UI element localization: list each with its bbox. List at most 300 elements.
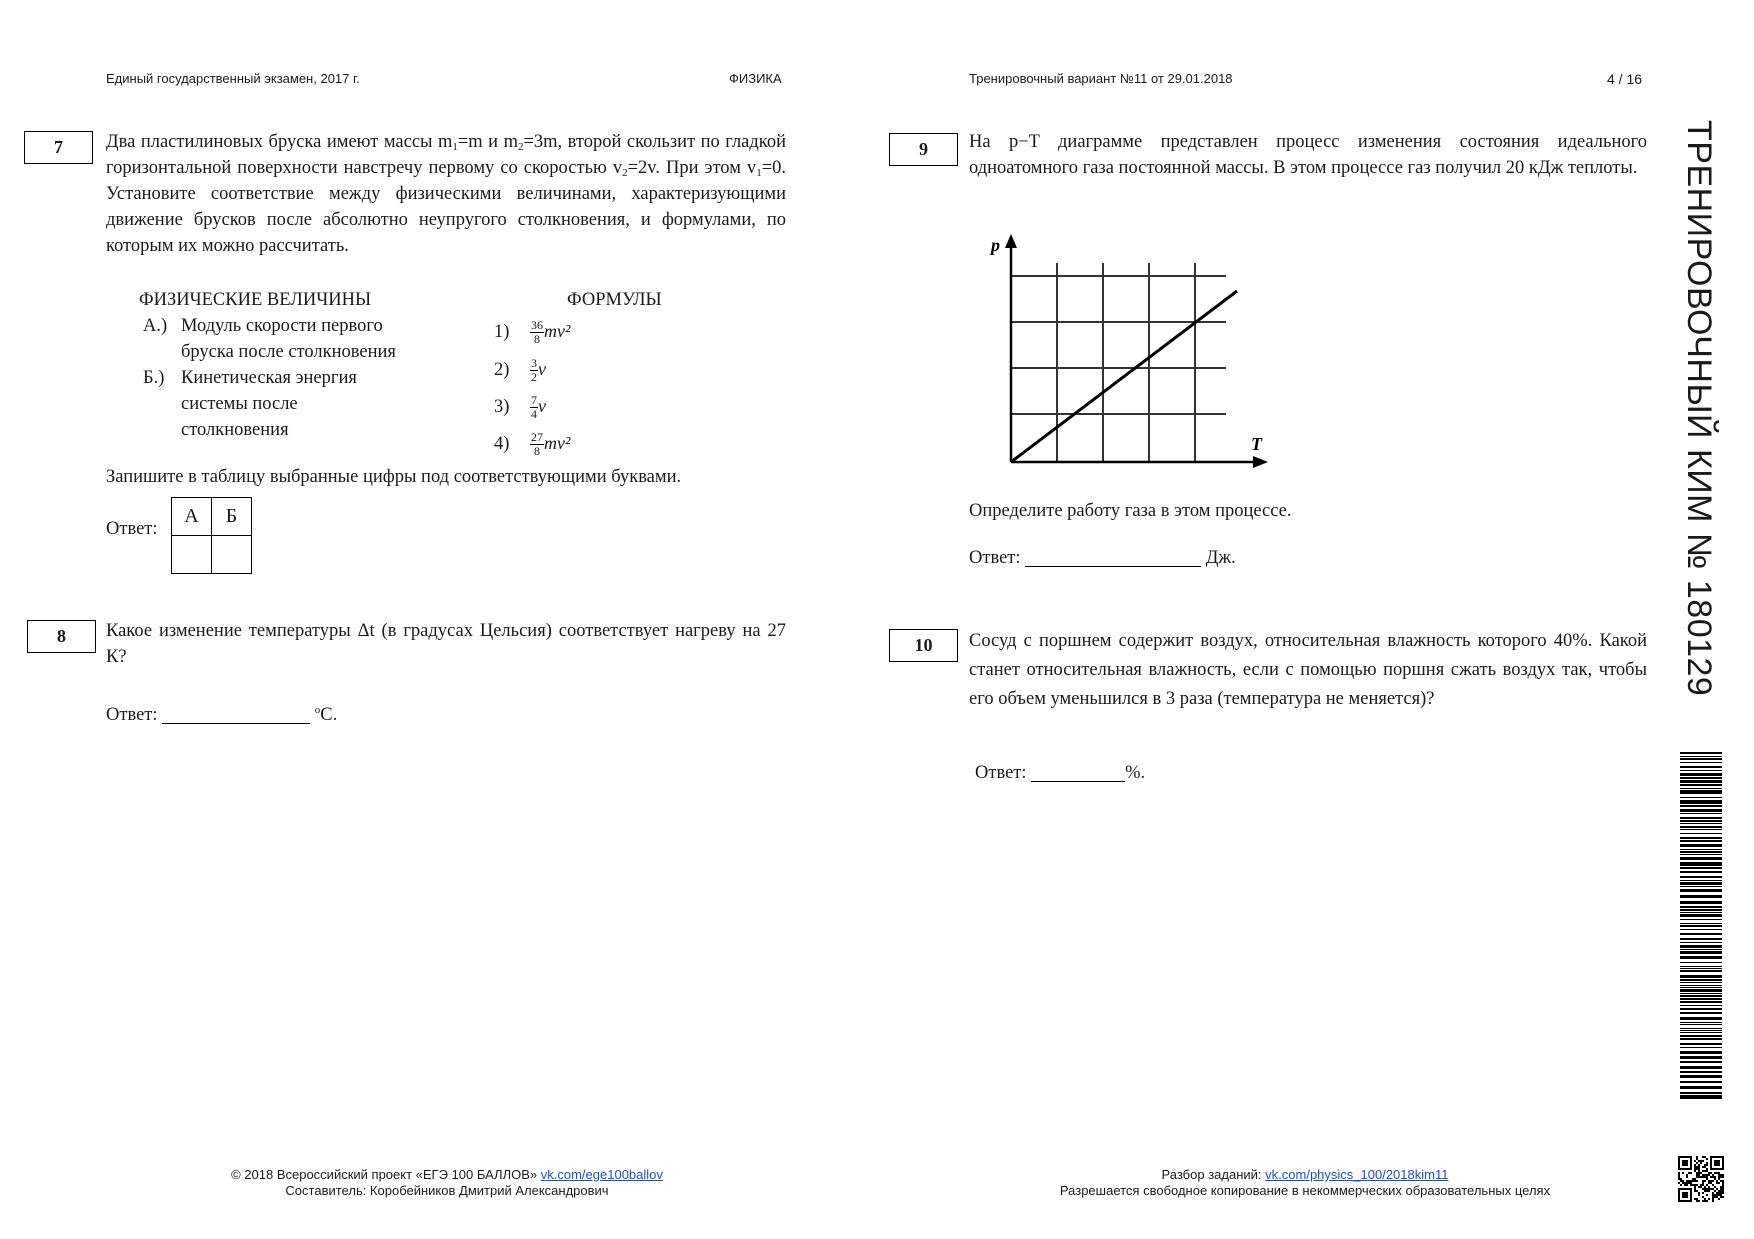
side-title: ТРЕНИРОВОЧНЫЙ КИМ № 180129 <box>1680 120 1718 697</box>
qr-module <box>1690 1196 1692 1198</box>
qr-module <box>1712 1196 1714 1198</box>
qr-module <box>1694 1164 1696 1166</box>
qr-module <box>1682 1192 1684 1194</box>
qr-module <box>1696 1174 1698 1176</box>
formula-2-expression: v <box>538 359 546 379</box>
qr-module <box>1718 1164 1720 1166</box>
formula-1-number: 1) <box>494 322 510 342</box>
formula-1-expression: mv² <box>544 321 571 341</box>
qr-module <box>1716 1172 1718 1174</box>
barcode-bar <box>1680 979 1722 981</box>
process-line <box>1011 291 1237 462</box>
qr-module <box>1686 1182 1688 1184</box>
degree-mark: o <box>314 704 321 716</box>
qr-code <box>1678 1156 1724 1202</box>
question-8-answer-label: Ответ: <box>106 705 158 726</box>
question-9-unit: Дж. <box>1205 548 1236 568</box>
qr-module <box>1706 1174 1708 1176</box>
qr-module <box>1712 1200 1714 1202</box>
answer-col-a-header: А <box>172 498 212 536</box>
barcode-bar <box>1680 1075 1722 1078</box>
qr-module <box>1678 1166 1680 1168</box>
qr-module <box>1706 1158 1708 1160</box>
qr-module <box>1704 1198 1706 1200</box>
qr-module <box>1706 1190 1708 1192</box>
qr-module <box>1686 1176 1688 1178</box>
formula-4-expression: mv² <box>544 433 571 453</box>
barcode-bar <box>1680 854 1722 855</box>
qr-module <box>1684 1184 1686 1186</box>
barcode-bar <box>1680 995 1722 997</box>
qr-module <box>1686 1184 1688 1186</box>
project-link[interactable]: vk.com/ege100ballov <box>540 1167 663 1182</box>
qr-module <box>1678 1190 1680 1192</box>
qr-module <box>1694 1168 1696 1170</box>
qr-module <box>1722 1184 1724 1186</box>
qr-module <box>1684 1164 1686 1166</box>
barcode-bar <box>1680 982 1722 983</box>
qr-module <box>1696 1176 1698 1178</box>
qr-module <box>1704 1166 1706 1168</box>
barcode-bar <box>1680 805 1722 807</box>
formula-2-number: 2) <box>494 360 510 380</box>
qr-module <box>1718 1190 1720 1192</box>
formula-3-expression: v <box>538 396 546 416</box>
barcode-bar <box>1680 938 1722 940</box>
qr-module <box>1718 1176 1720 1178</box>
qr-module <box>1700 1176 1702 1178</box>
qr-module <box>1710 1176 1712 1178</box>
qr-module <box>1714 1164 1716 1166</box>
barcode-bar <box>1680 851 1722 853</box>
qr-module <box>1688 1200 1690 1202</box>
qr-module <box>1722 1162 1724 1164</box>
qr-module <box>1702 1184 1704 1186</box>
qr-module <box>1714 1162 1716 1164</box>
qr-module <box>1688 1156 1690 1158</box>
barcode-bar <box>1680 773 1722 776</box>
qr-module <box>1718 1160 1720 1162</box>
barcode-bar <box>1680 849 1722 850</box>
qr-module <box>1690 1200 1692 1202</box>
question-7-text: Два пластилиновых бруска имеют массы $m_1=m$ и $m_2=3m$, второй скользит по гладкой горизонтальной поверхности навстречу первому со скоростью $v_2=2v$. При этом $v_1=0$. Установите соответствие между физическими величинами, характеризующими движение брусков после абсолютно неупругого столкновения, и формулами, по которым их можно рассчитать. <box>106 132 786 256</box>
barcode-bar <box>1680 925 1722 927</box>
qr-module <box>1718 1156 1720 1158</box>
barcode-bar <box>1680 949 1722 950</box>
answer-cell-a[interactable] <box>172 536 212 574</box>
formula-1 <box>494 314 570 348</box>
qr-module <box>1704 1176 1706 1178</box>
qr-module <box>1706 1188 1708 1190</box>
qr-module <box>1684 1200 1686 1202</box>
variant-label: Тренировочный вариант №11 от 29.01.2018 <box>969 71 1233 86</box>
qr-module <box>1686 1188 1688 1190</box>
t-axis-arrow <box>1253 456 1268 468</box>
question-8-unit: С. <box>320 705 338 726</box>
qr-module <box>1692 1178 1694 1180</box>
barcode-bar <box>1680 968 1722 969</box>
qr-module <box>1700 1184 1702 1186</box>
barcode-bar <box>1680 1047 1722 1048</box>
barcode-bar <box>1680 752 1722 754</box>
page-number: 4 / 16 <box>1607 71 1643 87</box>
qr-module <box>1708 1190 1710 1192</box>
qr-module <box>1722 1164 1724 1166</box>
qr-module <box>1714 1186 1716 1188</box>
question-9-answer-field[interactable] <box>1025 546 1201 567</box>
barcode-bar <box>1680 975 1722 978</box>
qr-module <box>1704 1156 1706 1158</box>
question-10-unit: %. <box>1125 763 1146 783</box>
qr-module <box>1698 1170 1700 1172</box>
question-8-answer-field[interactable] <box>162 703 310 724</box>
qr-module <box>1678 1178 1680 1180</box>
barcode-bar <box>1680 876 1722 878</box>
question-10-answer-label: Ответ: <box>975 763 1027 783</box>
qr-module <box>1710 1166 1712 1168</box>
qr-module <box>1686 1180 1688 1182</box>
qr-module <box>1682 1168 1684 1170</box>
qr-module <box>1684 1192 1686 1194</box>
qr-module <box>1682 1156 1684 1158</box>
qr-module <box>1682 1194 1684 1196</box>
footer-right <box>980 1167 1630 1199</box>
barcode-bar <box>1680 762 1722 763</box>
qr-module <box>1712 1198 1714 1200</box>
qr-module <box>1682 1188 1684 1190</box>
barcode-bar <box>1680 985 1722 986</box>
barcode-bar <box>1680 1012 1722 1014</box>
qr-module <box>1708 1188 1710 1190</box>
qr-module <box>1684 1168 1686 1170</box>
question-7-number: 7 <box>24 131 93 164</box>
qr-module <box>1710 1162 1712 1164</box>
qr-module <box>1694 1180 1696 1182</box>
barcode-bar <box>1680 809 1722 812</box>
barcode-bar <box>1680 784 1722 786</box>
qr-module <box>1700 1172 1702 1174</box>
qr-module <box>1716 1156 1718 1158</box>
qr-module <box>1690 1158 1692 1160</box>
qr-module <box>1690 1194 1692 1196</box>
exam-title: Единый государственный экзамен, 2017 г. <box>106 71 360 86</box>
qr-module <box>1690 1188 1692 1190</box>
barcode-bar <box>1680 1001 1722 1003</box>
qr-module <box>1706 1164 1708 1166</box>
barcode-bar <box>1680 914 1722 917</box>
qr-module <box>1696 1168 1698 1170</box>
barcode-bar <box>1680 800 1722 804</box>
qr-module <box>1684 1188 1686 1190</box>
qr-module <box>1704 1186 1706 1188</box>
qr-module <box>1718 1198 1720 1200</box>
qr-module <box>1678 1196 1680 1198</box>
question-8-text: Какое изменение температуры Δt (в градусах Цельсия) соответствует нагреву на 27 К? <box>106 621 786 667</box>
formula-3-number: 3) <box>494 397 510 417</box>
qr-module <box>1678 1174 1680 1176</box>
qr-module <box>1690 1180 1692 1182</box>
qr-module <box>1686 1192 1688 1194</box>
qr-module <box>1716 1162 1718 1164</box>
qr-module <box>1696 1184 1698 1186</box>
qr-module <box>1722 1176 1724 1178</box>
qr-module <box>1722 1160 1724 1162</box>
qr-module <box>1706 1162 1708 1164</box>
barcode-bar <box>1680 758 1722 760</box>
qr-module <box>1684 1160 1686 1162</box>
question-10-answer-field[interactable] <box>1031 761 1125 782</box>
qr-module <box>1720 1186 1722 1188</box>
qr-module <box>1686 1168 1688 1170</box>
formula-4 <box>494 426 570 460</box>
qr-module <box>1702 1182 1704 1184</box>
qr-module <box>1690 1156 1692 1158</box>
qr-module <box>1714 1168 1716 1170</box>
barcode-bar <box>1680 1035 1722 1037</box>
qr-module <box>1678 1158 1680 1160</box>
qr-module <box>1698 1164 1700 1166</box>
qr-module <box>1714 1190 1716 1192</box>
qr-module <box>1716 1188 1718 1190</box>
barcode-bar <box>1680 993 1722 994</box>
qr-module <box>1698 1168 1700 1170</box>
qr-module <box>1688 1182 1690 1184</box>
qr-module <box>1710 1168 1712 1170</box>
barcode-bar <box>1680 945 1722 948</box>
qr-module <box>1694 1190 1696 1192</box>
barcode-bar <box>1680 1024 1722 1025</box>
qr-module <box>1712 1184 1714 1186</box>
qr-module <box>1712 1192 1714 1194</box>
qr-module <box>1706 1170 1708 1172</box>
qr-module <box>1678 1172 1680 1174</box>
item-a-label: А.) <box>143 316 168 336</box>
qr-module <box>1706 1194 1708 1196</box>
qr-module <box>1684 1156 1686 1158</box>
qr-module <box>1688 1188 1690 1190</box>
barcode-bar <box>1680 829 1722 830</box>
barcode-bar <box>1680 942 1722 943</box>
qr-module <box>1678 1194 1680 1196</box>
qr-module <box>1690 1168 1692 1170</box>
qr-module <box>1678 1198 1680 1200</box>
qr-module <box>1718 1192 1720 1194</box>
qr-module <box>1714 1160 1716 1162</box>
qr-module <box>1698 1174 1700 1176</box>
qr-module <box>1694 1170 1696 1172</box>
qr-module <box>1722 1190 1724 1192</box>
qr-module <box>1710 1188 1712 1190</box>
qr-module <box>1722 1174 1724 1176</box>
qr-module <box>1716 1192 1718 1194</box>
qr-module <box>1704 1170 1706 1172</box>
barcode-bar <box>1680 1022 1722 1023</box>
analysis-link[interactable]: vk.com/physics_100/2018kim11 <box>1265 1167 1449 1182</box>
barcode-bar <box>1680 867 1722 869</box>
qr-module <box>1720 1188 1722 1190</box>
qr-module <box>1686 1200 1688 1202</box>
item-b-label: Б.) <box>143 368 165 388</box>
qr-module <box>1698 1172 1700 1174</box>
qr-module <box>1714 1176 1716 1178</box>
qr-module <box>1706 1168 1708 1170</box>
qr-module <box>1704 1200 1706 1202</box>
qr-module <box>1712 1194 1714 1196</box>
qr-module <box>1704 1180 1706 1182</box>
qr-module <box>1714 1178 1716 1180</box>
qr-module <box>1714 1194 1716 1196</box>
qr-module <box>1722 1156 1724 1158</box>
qr-module <box>1716 1160 1718 1162</box>
qr-module <box>1722 1186 1724 1188</box>
formula-3-numerator: 7 <box>531 393 537 408</box>
qr-module <box>1704 1188 1706 1190</box>
barcode-bar <box>1680 871 1722 873</box>
qr-module <box>1704 1164 1706 1166</box>
question-8-number: 8 <box>27 620 96 653</box>
qr-module <box>1684 1196 1686 1198</box>
barcode-bar <box>1680 912 1722 913</box>
qr-module <box>1712 1188 1714 1190</box>
qr-module <box>1682 1196 1684 1198</box>
question-10-number: 10 <box>889 629 958 662</box>
formula-4-number: 4) <box>494 434 510 454</box>
qr-module <box>1702 1160 1704 1162</box>
question-10-answer <box>975 760 1145 786</box>
qr-module <box>1718 1168 1720 1170</box>
qr-module <box>1690 1172 1692 1174</box>
qr-module <box>1678 1188 1680 1190</box>
barcode-bar <box>1680 886 1722 887</box>
qr-module <box>1686 1194 1688 1196</box>
barcode-bar <box>1680 1061 1722 1063</box>
qr-module <box>1688 1180 1690 1182</box>
qr-module <box>1702 1192 1704 1194</box>
qr-module <box>1706 1200 1708 1202</box>
copyright-text: © 2018 Всероссийский проект «ЕГЭ 100 БАЛЛОВ» <box>231 1167 538 1182</box>
barcode-bar <box>1680 1043 1722 1045</box>
qr-module <box>1686 1174 1688 1176</box>
qr-module <box>1712 1176 1714 1178</box>
qr-module <box>1722 1166 1724 1168</box>
barcode-bar <box>1680 826 1722 828</box>
qr-module <box>1718 1182 1720 1184</box>
barcode-bar <box>1680 923 1722 924</box>
barcode <box>1680 752 1722 1100</box>
qr-module <box>1702 1166 1704 1168</box>
formula-2 <box>494 352 546 386</box>
barcode-bar <box>1680 1051 1722 1054</box>
qr-module <box>1682 1172 1684 1174</box>
qr-module <box>1708 1180 1710 1182</box>
qr-module <box>1708 1172 1710 1174</box>
barcode-bar <box>1680 1086 1722 1089</box>
barcode-bar <box>1680 987 1722 988</box>
qr-module <box>1720 1180 1722 1182</box>
barcode-bar <box>1680 820 1722 822</box>
barcode-bar <box>1680 889 1722 892</box>
qr-module <box>1694 1160 1696 1162</box>
qr-module <box>1696 1172 1698 1174</box>
barcode-bar <box>1680 1066 1722 1069</box>
qr-module <box>1722 1196 1724 1198</box>
answer-col-b-header: Б <box>212 498 252 536</box>
question-9-answer <box>969 545 1236 571</box>
barcode-bar <box>1680 906 1722 908</box>
barcode-bar <box>1680 1095 1722 1099</box>
qr-module <box>1702 1180 1704 1182</box>
qr-module <box>1688 1172 1690 1174</box>
qr-module <box>1720 1156 1722 1158</box>
barcode-bar <box>1680 880 1722 881</box>
barcode-bar <box>1680 919 1722 920</box>
qr-module <box>1684 1182 1686 1184</box>
barcode-bar <box>1680 790 1722 794</box>
barcode-bar <box>1680 780 1722 783</box>
qr-module <box>1690 1164 1692 1166</box>
qr-module <box>1698 1176 1700 1178</box>
qr-module <box>1680 1180 1682 1182</box>
barcode-bar <box>1680 756 1722 757</box>
qr-module <box>1682 1160 1684 1162</box>
qr-module <box>1682 1164 1684 1166</box>
qr-module <box>1722 1158 1724 1160</box>
p-axis-arrow <box>1005 234 1017 248</box>
qr-module <box>1684 1194 1686 1196</box>
qr-module <box>1702 1200 1704 1202</box>
barcode-bar <box>1680 956 1722 959</box>
answer-cell-b[interactable] <box>212 536 252 574</box>
qr-module <box>1718 1174 1720 1176</box>
qr-module <box>1694 1178 1696 1180</box>
barcode-bar <box>1680 1028 1722 1029</box>
qr-module <box>1714 1172 1716 1174</box>
qr-module <box>1698 1194 1700 1196</box>
qr-module <box>1720 1174 1722 1176</box>
qr-module <box>1690 1162 1692 1164</box>
barcode-bar <box>1680 951 1722 954</box>
qr-module <box>1696 1166 1698 1168</box>
qr-module <box>1696 1200 1698 1202</box>
qr-module <box>1682 1162 1684 1164</box>
qr-module <box>1710 1158 1712 1160</box>
qr-module <box>1714 1196 1716 1198</box>
barcode-bar <box>1680 788 1722 789</box>
qr-module <box>1702 1156 1704 1158</box>
barcode-bar <box>1680 797 1722 798</box>
qr-module <box>1706 1176 1708 1178</box>
qr-module <box>1682 1182 1684 1184</box>
qr-module <box>1716 1180 1718 1182</box>
barcode-bar <box>1680 1008 1722 1010</box>
qr-module <box>1722 1188 1724 1190</box>
question-7-answer-table <box>171 497 252 574</box>
qr-module <box>1692 1180 1694 1182</box>
barcode-bar <box>1680 1092 1722 1094</box>
qr-module <box>1718 1172 1720 1174</box>
qr-module <box>1680 1188 1682 1190</box>
barcode-bar <box>1680 933 1722 935</box>
qr-module <box>1714 1156 1716 1158</box>
qr-module <box>1682 1200 1684 1202</box>
quantities-header: ФИЗИЧЕСКИЕ ВЕЛИЧИНЫ <box>139 290 372 310</box>
qr-module <box>1702 1196 1704 1198</box>
qr-module <box>1686 1160 1688 1162</box>
qr-module <box>1696 1162 1698 1164</box>
item-b-line1: Кинетическая энергия <box>181 368 357 388</box>
question-9-number: 9 <box>889 133 958 166</box>
qr-module <box>1696 1198 1698 1200</box>
